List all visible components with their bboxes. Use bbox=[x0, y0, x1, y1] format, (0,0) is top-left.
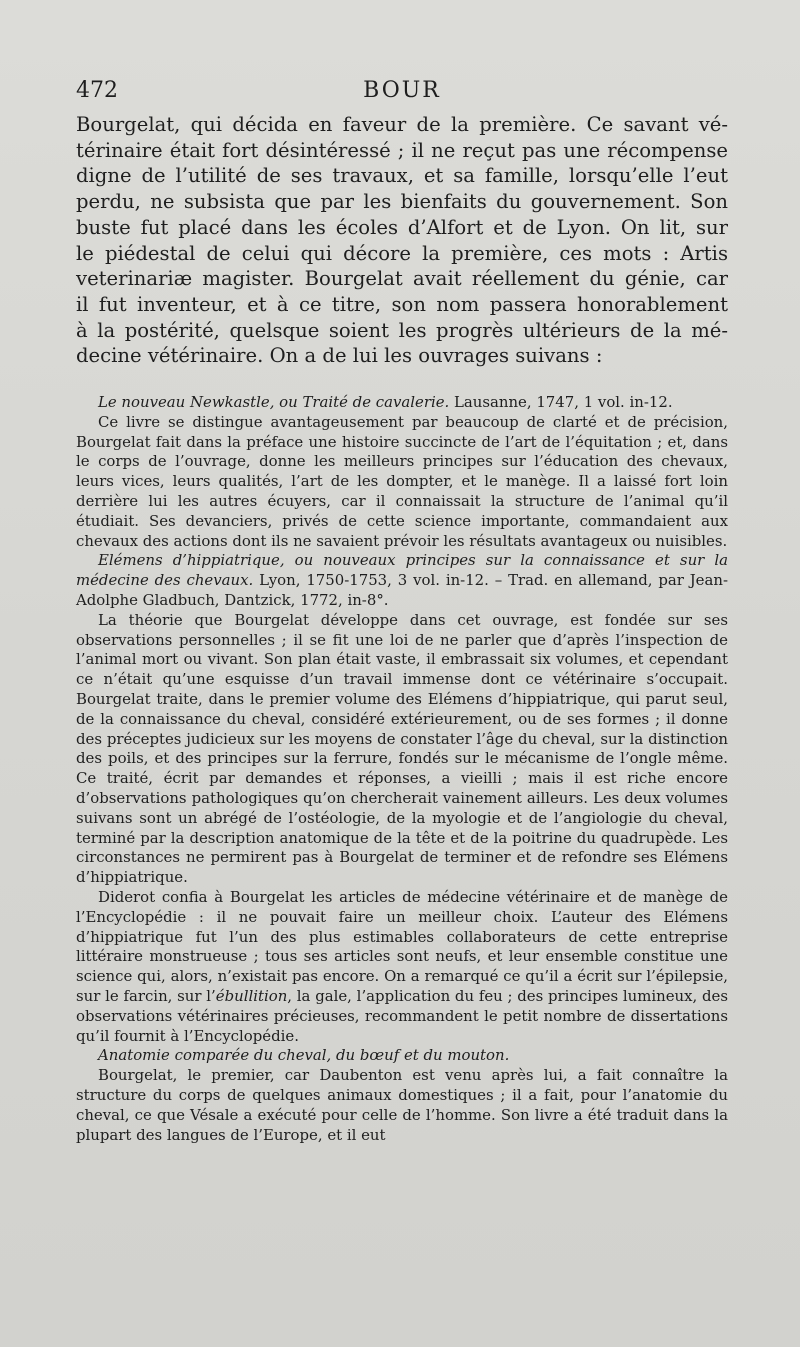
entry-3-title: Anatomie comparée du cheval, du bœuf et du mouton. bbox=[98, 1046, 510, 1065]
diderot-text-after: , la gale, l’application du feu ; des principes lumineux, des observations vétérinaires précieuses, recommandent le petit nombre de dissertations qu’il fournit à l’Encyclopédie. bbox=[76, 986, 728, 1045]
entry-1-heading bbox=[76, 393, 728, 413]
entry-1-text: Ce livre se distingue avantageusement par beaucoup de clarté et de précision, Bourgelat fait dans la préface une histoire succincte de l’art de l’équitation ; et, dans le corps de l’ouvrage, donne les meilleurs principes sur l’éducation des chevaux, leurs vices, leurs qualités, l’art de les dompter, et le manège. Il a laissé fort loin derrière lui les autres écuyers, car il connaissait la structure de l’animal qu’il étudiait. Ses devanciers, privés de cette science importante, commandaient aux chevaux des actions dont ils ne savaient prévoir les résultats avantageux ou nuisibles. bbox=[76, 412, 728, 550]
diderot-text-before: Diderot confia à Bourgelat les articles de médecine vétérinaire et de manège de l’Encyclopédie : il ne pouvait faire un meilleur choix. L’auteur des Elémens d’hippiatrique fut l’un des plus estimables collaborateurs de cette entreprise littéraire monstrueuse ; tous ses articles sont neufs, et leur ensemble constitue une science qui, alors, n’existait pas encore. On a remarqué ce qu’il a écrit sur l’épilepsie, sur le farcin, sur l’ bbox=[76, 887, 728, 1005]
bibliography-section bbox=[76, 393, 728, 1145]
entry-1-biblio: Lausanne, 1747, 1 vol. in-12. bbox=[449, 393, 673, 412]
running-head: BOUR bbox=[363, 78, 441, 103]
entry-1-title: Le nouveau Newkastle, ou Traité de cavalerie. bbox=[98, 393, 450, 412]
intro-line-7: veterinariæ magister. Bourgelat avait réellement du génie, car bbox=[76, 267, 728, 291]
entry-2-title: Elémens d’hippiatrique, ou nouveaux principes sur la connaissance et sur la médecine des chevaux. bbox=[76, 551, 728, 590]
intro-line-5: buste fut placé dans les écoles d’Alfort et de Lyon. On lit, sur bbox=[76, 215, 728, 239]
diderot-paragraph bbox=[76, 888, 728, 1046]
intro-paragraph bbox=[76, 112, 728, 369]
page-header bbox=[76, 78, 728, 110]
diderot-italic-term: ébullition bbox=[215, 986, 288, 1005]
page-number: 472 bbox=[76, 78, 118, 103]
intro-line-2: térinaire était fort désintéressé ; il ne reçut pas une récompense bbox=[76, 138, 728, 162]
intro-line-4: perdu, ne subsista que par les bienfaits du gouvernement. Son bbox=[76, 190, 728, 214]
entry-3-heading bbox=[76, 1046, 728, 1066]
final-paragraph: Bourgelat, le premier, car Daubenton est venu après lui, a fait connaître la structure du corps de quelques animaux domestiques ; il a fait, pour l’anatomie du cheval, ce que Vésale a exécuté pour celle de l’homme. Son livre a été traduit dans la plupart des langues de l’Europe, et il eut bbox=[76, 1066, 728, 1144]
intro-line-8: il fut inventeur, et à ce titre, son nom passera honorablement bbox=[76, 292, 728, 316]
entry-2-heading bbox=[76, 551, 728, 610]
intro-line-6: le piédestal de celui qui décore la première, ces mots : Artis bbox=[76, 241, 728, 265]
entry-2-text: La théorie que Bourgelat développe dans cet ouvrage, est fondée sur ses observations personnelles ; il se fit une loi de ne parler que d’après l’inspection de l’animal mort ou vivant. Son plan était vaste, il embrassait six volumes, et cependant ce n’était qu’une esquisse d’un travail immense dont ce vétérinaire s’occupait. Bourgelat traite, dans le premier volume des Elémens d’hippiatrique, qui parut seul, de la connaissance du cheval, considéré extérieurement, ou de ses formes ; il donne des préceptes judicieux sur les moyens de constater l’âge du cheval, sur la distinction des poils, et des principes sur la ferrure, fondés sur le mécanisme de l’ongle même. Ce traité, écrit par demandes et réponses, a vieilli ; mais il est riche encore d’observations pathologiques qu’on chercherait vainement ailleurs. Les deux volumes suivans sont un abrégé de l’ostéologie, de la myologie et de l’angiologie du cheval, terminé par la description anatomique de la tête et de la poitrine du quadrupède. Les circonstances ne permirent pas à Bourgelat de terminer et de refondre ses Elémens d’hippiatrique. bbox=[76, 610, 728, 887]
entry-2-biblio: Lyon, 1750-1753, 3 vol. in-12. – Trad. en allemand, par Jean-Adolphe Gladbuch, Dantzick, 1772, in-8°. bbox=[76, 571, 728, 609]
intro-line-10: decine vétérinaire. On a de lui les ouvrages suivans : bbox=[76, 344, 603, 368]
intro-line-1: Bourgelat, qui décida en faveur de la première. Ce savant vé- bbox=[76, 113, 728, 136]
intro-line-9: à la postérité, quelsque soient les progrès ultérieurs de la mé- bbox=[76, 318, 728, 342]
text-block bbox=[76, 112, 728, 1145]
intro-line-3: digne de l’utilité de ses travaux, et sa famille, lorsqu’elle l’eut bbox=[76, 164, 728, 188]
